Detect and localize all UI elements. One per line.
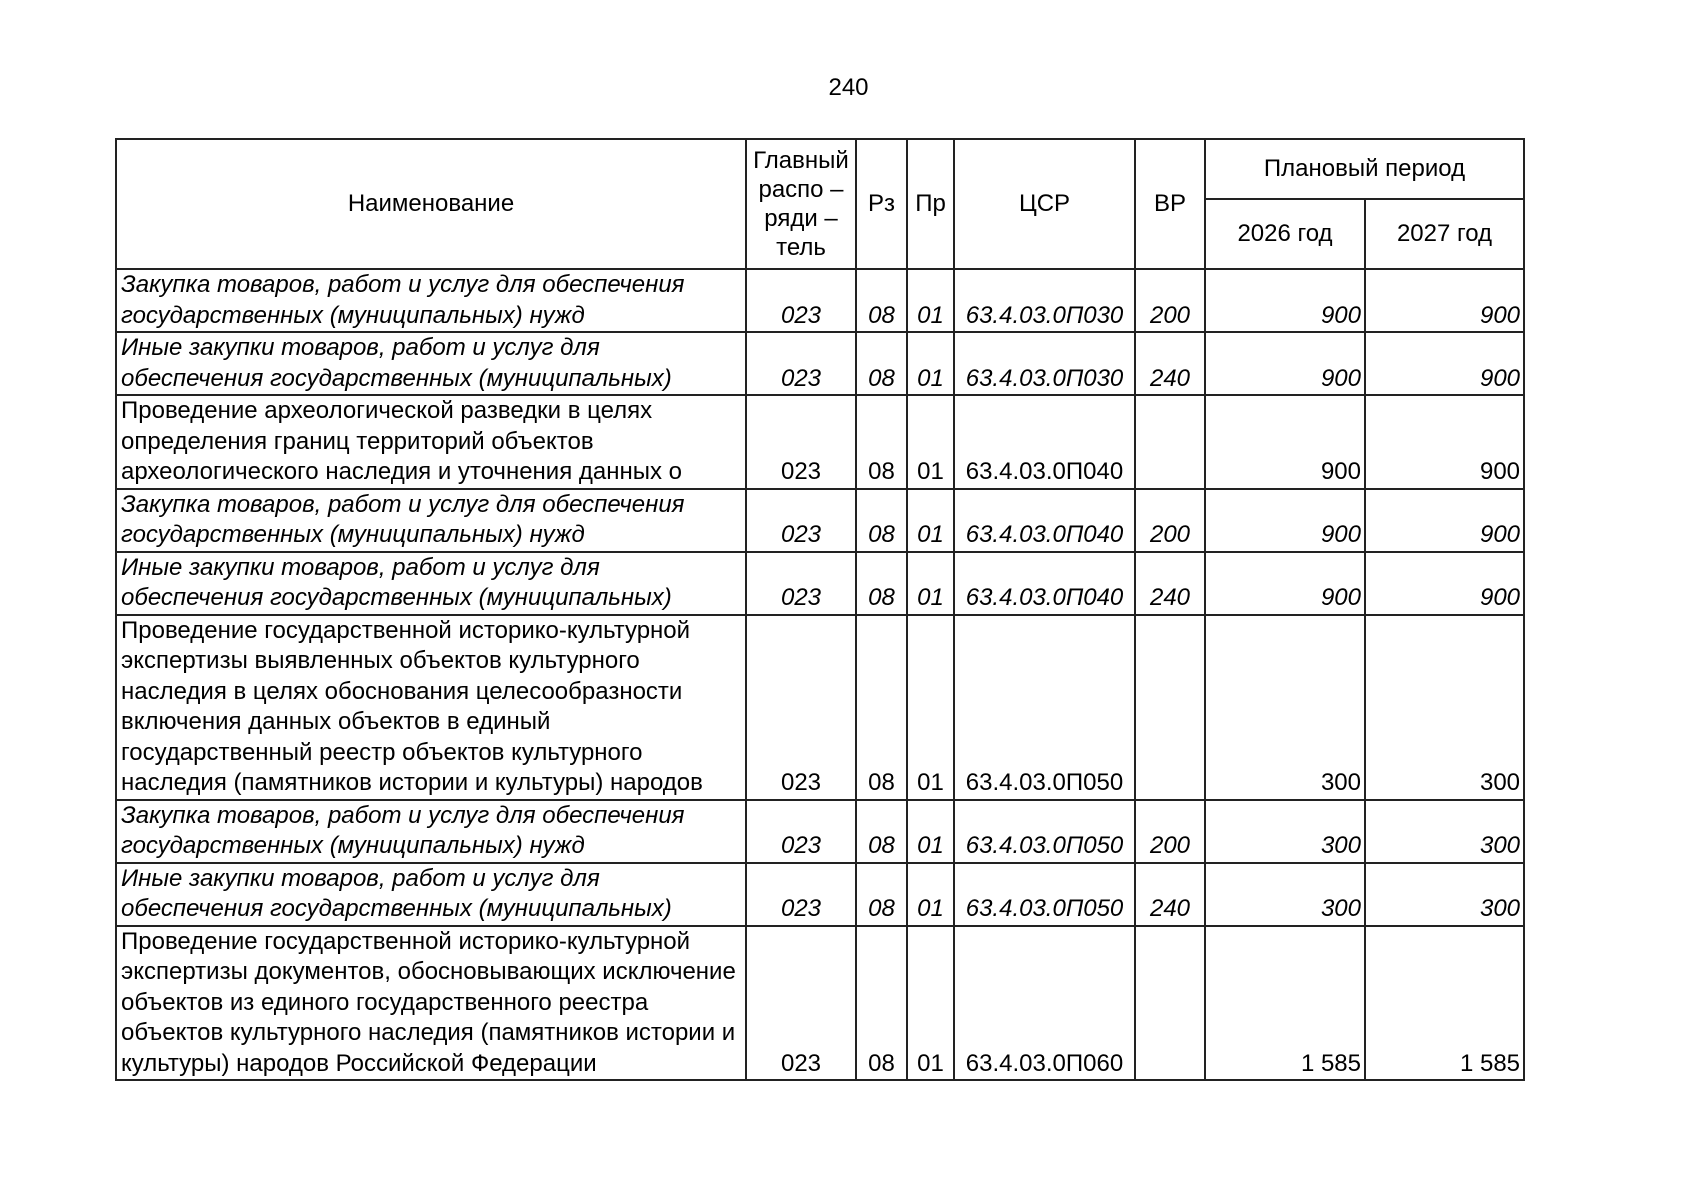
cell-csr: 63.4.03.0П030 [954,332,1135,395]
cell-vr: 240 [1135,863,1205,926]
cell-2026: 300 [1205,615,1365,800]
cell-2027: 900 [1365,489,1524,552]
table-row [116,552,1524,615]
table-row [116,269,1524,332]
header-planned-period: Плановый период [1205,139,1524,199]
cell-main-manager: 023 [746,269,856,332]
cell-2026: 900 [1205,552,1365,615]
cell-pr: 01 [907,800,954,863]
cell-rz: 08 [856,800,907,863]
cell-csr: 63.4.03.0П050 [954,615,1135,800]
cell-name: Иные закупки товаров, работ и услуг для обеспечения государственных (муниципальных) [116,332,746,395]
cell-main-manager: 023 [746,332,856,395]
header-rz: Рз [856,139,907,269]
cell-vr [1135,615,1205,800]
cell-vr: 200 [1135,489,1205,552]
cell-2026: 900 [1205,395,1365,489]
cell-2026: 300 [1205,863,1365,926]
cell-name: Проведение государственной историко-культурной экспертизы выявленных объектов культурного наследия в целях обоснования целесообразности включения данных объектов в единый государственный реестр объектов культурного наследия (памятников истории и культуры) народов [116,615,746,800]
cell-rz: 08 [856,552,907,615]
cell-name: Проведение археологической разведки в целях определения границ территорий объектов археологического наследия и уточнения данных о [116,395,746,489]
cell-csr: 63.4.03.0П030 [954,269,1135,332]
cell-main-manager: 023 [746,552,856,615]
cell-csr: 63.4.03.0П040 [954,395,1135,489]
cell-name: Закупка товаров, работ и услуг для обеспечения государственных (муниципальных) нужд [116,489,746,552]
cell-main-manager: 023 [746,926,856,1081]
budget-table [115,138,1525,1081]
table-body [116,269,1524,1080]
cell-pr: 01 [907,332,954,395]
cell-vr [1135,395,1205,489]
header-name: Наименование [116,139,746,269]
table-row [116,395,1524,489]
table-row [116,926,1524,1081]
cell-pr: 01 [907,395,954,489]
header-main-manager: Главный распо – ряди – тель [746,139,856,269]
cell-vr: 240 [1135,332,1205,395]
cell-rz: 08 [856,489,907,552]
cell-vr: 200 [1135,800,1205,863]
cell-main-manager: 023 [746,615,856,800]
cell-rz: 08 [856,615,907,800]
header-year-2026: 2026 год [1205,199,1365,269]
cell-rz: 08 [856,332,907,395]
cell-name: Проведение государственной историко-культурной экспертизы документов, обосновывающих исключение объектов из единого государственного реестра объектов культурного наследия (памятников истории и культуры) народов Российской Федерации [116,926,746,1081]
cell-main-manager: 023 [746,800,856,863]
cell-main-manager: 023 [746,489,856,552]
cell-name: Иные закупки товаров, работ и услуг для обеспечения государственных (муниципальных) [116,552,746,615]
table-row [116,800,1524,863]
header-year-2027: 2027 год [1365,199,1524,269]
cell-2027: 900 [1365,269,1524,332]
cell-vr [1135,926,1205,1081]
cell-pr: 01 [907,863,954,926]
cell-main-manager: 023 [746,863,856,926]
cell-csr: 63.4.03.0П050 [954,800,1135,863]
table-row [116,863,1524,926]
header-pr: Пр [907,139,954,269]
cell-2026: 900 [1205,489,1365,552]
cell-2027: 900 [1365,395,1524,489]
cell-pr: 01 [907,926,954,1081]
cell-name: Иные закупки товаров, работ и услуг для обеспечения государственных (муниципальных) [116,863,746,926]
header-vr: ВР [1135,139,1205,269]
table-row [116,332,1524,395]
cell-2027: 900 [1365,332,1524,395]
cell-csr: 63.4.03.0П060 [954,926,1135,1081]
cell-rz: 08 [856,395,907,489]
cell-pr: 01 [907,489,954,552]
table-row [116,489,1524,552]
cell-name: Закупка товаров, работ и услуг для обеспечения государственных (муниципальных) нужд [116,269,746,332]
cell-2026: 900 [1205,269,1365,332]
cell-main-manager: 023 [746,395,856,489]
cell-2026: 1 585 [1205,926,1365,1081]
cell-2027: 300 [1365,800,1524,863]
cell-csr: 63.4.03.0П040 [954,489,1135,552]
cell-rz: 08 [856,269,907,332]
cell-pr: 01 [907,615,954,800]
cell-csr: 63.4.03.0П050 [954,863,1135,926]
header-csr: ЦСР [954,139,1135,269]
cell-2027: 900 [1365,552,1524,615]
cell-csr: 63.4.03.0П040 [954,552,1135,615]
cell-2027: 1 585 [1365,926,1524,1081]
cell-name: Закупка товаров, работ и услуг для обеспечения государственных (муниципальных) нужд [116,800,746,863]
cell-2027: 300 [1365,863,1524,926]
cell-pr: 01 [907,552,954,615]
cell-pr: 01 [907,269,954,332]
cell-2026: 300 [1205,800,1365,863]
cell-2027: 300 [1365,615,1524,800]
cell-rz: 08 [856,863,907,926]
cell-rz: 08 [856,926,907,1081]
cell-vr: 240 [1135,552,1205,615]
cell-vr: 200 [1135,269,1205,332]
table-row [116,615,1524,800]
page-number: 240 [828,74,869,101]
cell-2026: 900 [1205,332,1365,395]
